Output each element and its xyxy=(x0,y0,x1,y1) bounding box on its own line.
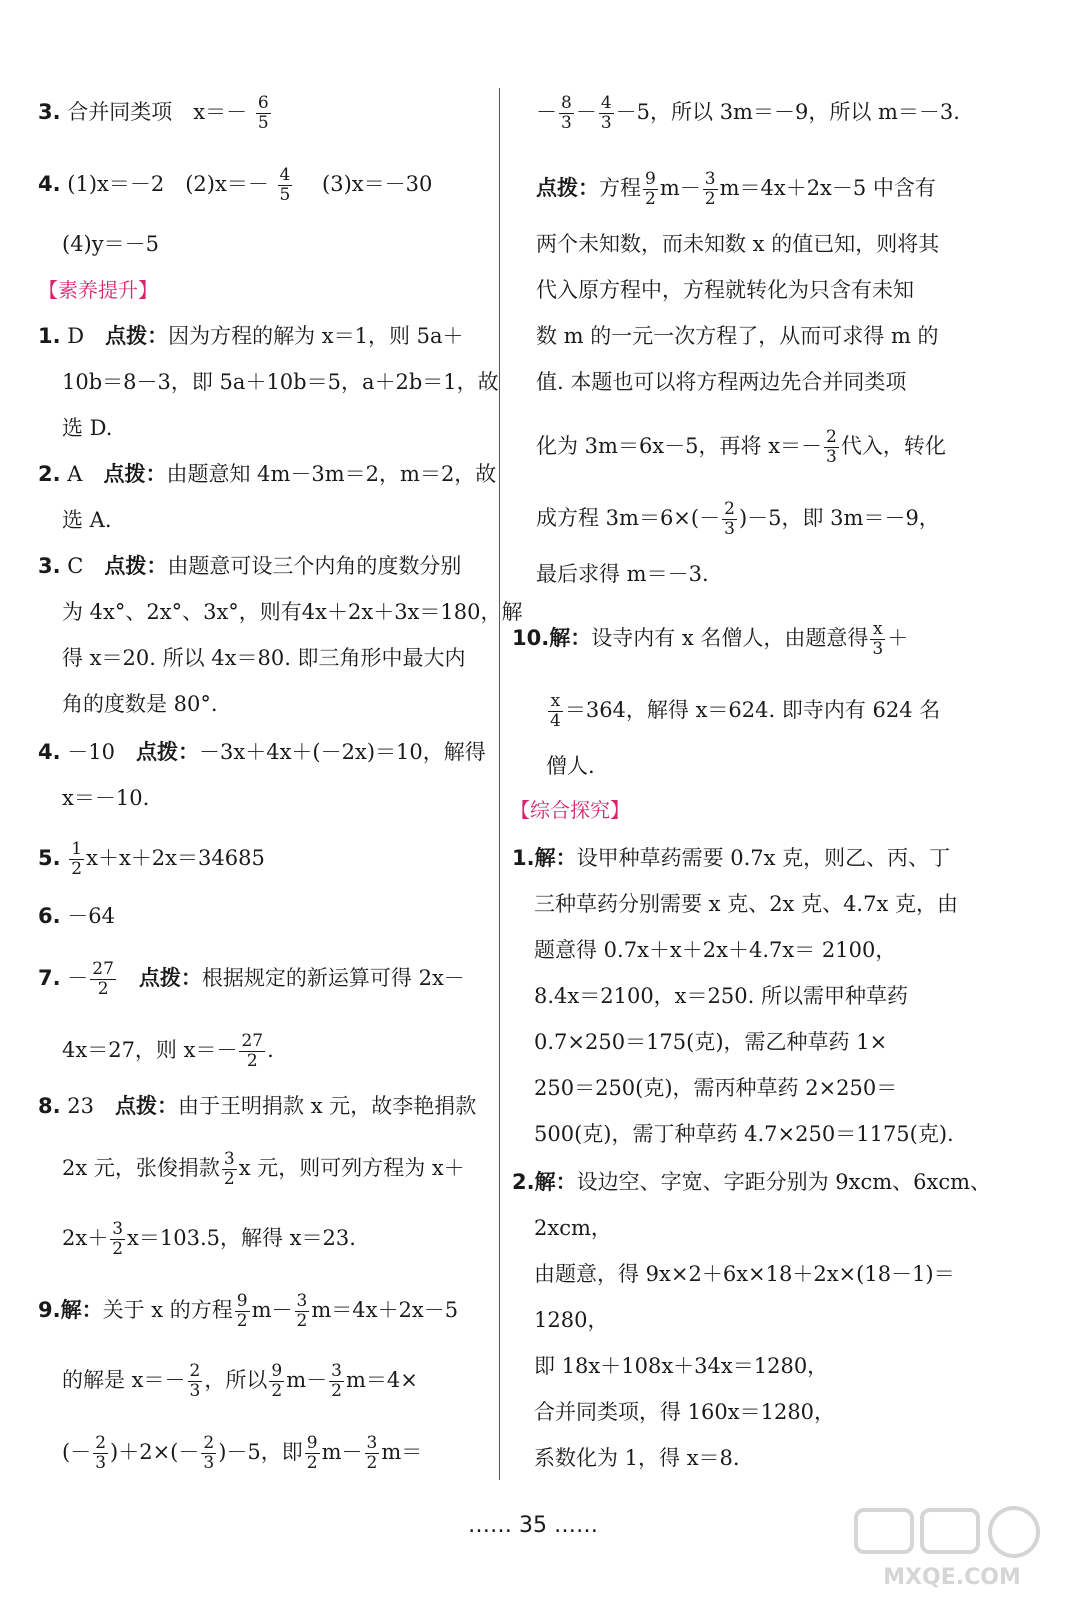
question-number: 1. xyxy=(38,324,61,348)
numerator: 9 xyxy=(306,1433,318,1453)
question-number: 9. xyxy=(38,1298,61,1322)
denominator: 3 xyxy=(561,113,572,133)
answer-line: 8.4x＝2100，x＝250. 所以需甲种草药 xyxy=(534,984,908,1008)
dots-right: …… xyxy=(554,1513,598,1538)
answer-line: 两个未知数，而未知数 x 的值已知，则将其 xyxy=(536,232,940,256)
denominator: 3 xyxy=(826,447,837,467)
answer-text: 2x 元，张俊捐款 xyxy=(62,1156,220,1180)
answer-line xyxy=(62,1362,418,1401)
fraction xyxy=(69,840,84,879)
denominator: 3 xyxy=(95,1453,107,1473)
denominator: 3 xyxy=(724,519,735,539)
answer-line: 1280， xyxy=(534,1308,609,1332)
answer-text: ＋ xyxy=(887,626,909,650)
answer-choice: －10 xyxy=(67,740,137,764)
watermark-text: MXQE.COM xyxy=(883,1565,1021,1590)
answer-line xyxy=(536,500,940,539)
answer-line: 即 18x＋108x＋34x＝1280， xyxy=(534,1354,829,1378)
answer-line: 僧人. xyxy=(546,754,595,778)
section-tag: 【综合探究】 xyxy=(510,798,630,822)
numerator: 2 xyxy=(724,499,735,519)
numerator: 2 xyxy=(826,427,837,447)
answer-text: 关于 x 的方程 xyxy=(102,1298,233,1322)
answer-line: 500(克)，需丁种草药 4.7×250＝1175(克). xyxy=(534,1122,954,1146)
answer-text: 设边空、字宽、字距分别为 9xcm、6xcm、 xyxy=(576,1170,992,1194)
solution-label: 解： xyxy=(60,1298,103,1322)
numerator: 3 xyxy=(223,1149,235,1169)
answer-line xyxy=(38,1092,476,1120)
denominator: 3 xyxy=(600,113,612,133)
answer-text: m＝4x＋2x－5 中含有 xyxy=(719,176,936,200)
answer-text: －64 xyxy=(67,904,116,928)
denominator: 2 xyxy=(246,1051,258,1071)
question-number: 3. xyxy=(38,100,61,124)
answer-line: (4)y＝－5 xyxy=(62,232,159,256)
answer-line xyxy=(38,738,486,766)
hint-label: 点拨： xyxy=(104,554,168,578)
denominator: 2 xyxy=(306,1453,318,1473)
answer-line xyxy=(62,1150,465,1189)
answer-line xyxy=(512,1168,991,1196)
fraction xyxy=(90,960,116,999)
answer-choice: C xyxy=(67,554,105,578)
answer-text: x 元，则可列方程为 x＋ xyxy=(238,1156,465,1180)
numerator: 9 xyxy=(236,1291,248,1311)
page-number: 35 xyxy=(519,1513,547,1538)
answer-line: 系数化为 1，得 x＝8. xyxy=(534,1446,740,1470)
fraction xyxy=(256,94,271,133)
answer-line: 题意得 0.7x＋x＋2x＋4.7x＝ 2100， xyxy=(534,938,897,962)
answer-line xyxy=(38,166,432,205)
fraction xyxy=(548,692,563,731)
denominator: 2 xyxy=(112,1239,124,1259)
answer-line: 三种草药分别需要 x 克、2x 克、4.7x 克，由 xyxy=(534,892,958,916)
denominator: 2 xyxy=(366,1453,378,1473)
answer-line: 最后求得 m＝－3. xyxy=(536,562,709,586)
answer-line xyxy=(38,840,265,879)
hint-label: 点拨： xyxy=(115,1094,179,1118)
numerator: 4 xyxy=(279,165,291,185)
answer-text: m－ xyxy=(659,176,701,200)
answer-text: 合并同类项 x＝－ xyxy=(67,100,248,124)
numerator: 3 xyxy=(296,1291,308,1311)
fraction xyxy=(201,1434,216,1473)
fraction xyxy=(365,1434,380,1473)
answer-line xyxy=(38,322,464,350)
answer-text: (1)x＝－2 (2)x＝－ xyxy=(67,172,269,196)
answer-text: m＝4× xyxy=(345,1368,418,1392)
solution-label: 解： xyxy=(549,626,592,650)
answer-line: 数 m 的一元一次方程了，从而可求得 m 的 xyxy=(536,324,939,348)
denominator: 2 xyxy=(331,1381,342,1401)
answer-text: x＝103.5，解得 x＝23. xyxy=(127,1226,356,1250)
watermark-logo xyxy=(852,1504,1052,1592)
answer-text: 化为 3m＝6x－5，再将 x＝－ xyxy=(536,434,823,458)
answer-line xyxy=(536,170,936,209)
answer-text: 4x＝27，则 x＝－ xyxy=(62,1038,238,1062)
answer-line xyxy=(512,844,950,872)
answer-line xyxy=(62,1032,274,1071)
answer-line xyxy=(546,692,940,731)
fraction xyxy=(643,170,658,209)
answer-line: 10b＝8－3，即 5a＋10b＝5，a＋2b＝1，故 xyxy=(62,370,499,394)
answer-text: )－5，即 3m＝－9， xyxy=(738,506,940,530)
numerator: 6 xyxy=(257,93,269,113)
solution-label: 解： xyxy=(534,1170,577,1194)
numerator: 3 xyxy=(112,1219,124,1239)
fraction xyxy=(824,428,839,467)
answer-text: 成方程 3m＝6×(－ xyxy=(536,506,721,530)
answer-text: 代入，转化 xyxy=(840,434,946,458)
answer-line: 得 x＝20. 所以 4x＝80. 即三角形中最大内 xyxy=(62,646,466,670)
answer-line: 代入原方程中，方程就转化为只含有未知 xyxy=(536,278,914,302)
numerator: 2 xyxy=(189,1361,201,1381)
denominator: 2 xyxy=(271,1381,283,1401)
answer-line: 250＝250(克)，需丙种草药 2×250＝ xyxy=(534,1076,898,1100)
answer-line: 为 4x°、2x°、3x°，则有4x＋2x＋3x＝180，解 xyxy=(62,600,523,624)
numerator: 3 xyxy=(366,1433,378,1453)
answer-line xyxy=(62,1220,356,1259)
numerator: 2 xyxy=(95,1433,107,1453)
question-number: 1. xyxy=(512,846,535,870)
question-number: 2. xyxy=(38,462,61,486)
fraction xyxy=(559,94,574,133)
answer-text: m＝ xyxy=(381,1440,423,1464)
answer-text: 由题意知 4m－3m＝2，m＝2，故 xyxy=(166,462,497,486)
answer-line xyxy=(38,902,115,930)
answer-text: 2x＋ xyxy=(62,1226,109,1250)
answer-text: m－ xyxy=(286,1368,328,1392)
answer-text: －3x＋4x＋(－2x)＝10，解得 xyxy=(199,740,486,764)
question-number: 2. xyxy=(512,1170,535,1194)
fraction xyxy=(235,1292,250,1331)
solution-label: 解： xyxy=(534,846,577,870)
fraction xyxy=(188,1362,203,1401)
question-number: 5. xyxy=(38,846,61,870)
fraction xyxy=(110,1220,125,1259)
answer-choice: A xyxy=(67,462,104,486)
hint-label: 点拨： xyxy=(536,176,599,200)
answer-line: 值. 本题也可以将方程两边先合并同类项 xyxy=(536,370,907,394)
answer-line xyxy=(536,94,960,133)
numerator: 4 xyxy=(600,93,612,113)
numerator: 2 xyxy=(203,1433,215,1453)
answer-line: 选 D. xyxy=(62,416,113,440)
answer-line xyxy=(512,620,908,659)
fraction xyxy=(305,1434,320,1473)
answer-text: (－ xyxy=(62,1440,92,1464)
answer-text: － xyxy=(575,100,597,124)
fraction xyxy=(329,1362,344,1401)
numerator: x xyxy=(870,620,885,640)
answer-text: ，所以 xyxy=(204,1368,268,1392)
answer-text: － xyxy=(536,100,557,124)
numerator: 3 xyxy=(704,169,716,189)
hint-label: 点拨： xyxy=(136,740,200,764)
numerator: 9 xyxy=(271,1361,283,1381)
denominator: 4 xyxy=(550,711,561,731)
numerator: 27 xyxy=(92,959,114,979)
answer-text: 根据规定的新运算可得 2x－ xyxy=(201,966,465,990)
denominator: 2 xyxy=(71,859,83,879)
fraction xyxy=(295,1292,310,1331)
answer-text: . xyxy=(267,1038,274,1062)
hint-label: 点拨： xyxy=(105,324,169,348)
answer-line: 2xcm， xyxy=(534,1216,612,1240)
answer-choice: 23 xyxy=(67,1094,116,1118)
answer-text: m－ xyxy=(321,1440,363,1464)
answer-text: x＋x＋2x＝34685 xyxy=(86,846,265,870)
question-number: 8. xyxy=(38,1094,61,1118)
numerator: 27 xyxy=(241,1031,264,1051)
denominator: 3 xyxy=(189,1381,201,1401)
question-number: 3. xyxy=(38,554,61,578)
answer-text: 的解是 x＝－ xyxy=(62,1368,186,1392)
answer-text xyxy=(118,966,139,990)
fraction xyxy=(222,1150,237,1189)
answer-text: 方程 xyxy=(599,176,641,200)
denominator: 2 xyxy=(296,1311,308,1331)
answer-text: m－ xyxy=(251,1298,293,1322)
answer-line: 由题意，得 9x×2＋6x×18＋2x×(18－1)＝ xyxy=(534,1262,955,1286)
answer-line: x＝－10. xyxy=(62,786,150,810)
answer-text: 设甲种草药需要 0.7x 克，则乙、丙、丁 xyxy=(576,846,951,870)
fraction xyxy=(269,1362,284,1401)
answer-text: )＋2×(－ xyxy=(110,1440,200,1464)
answer-line: 0.7×250＝175(克)，需乙种草药 1× xyxy=(534,1030,888,1054)
answer-line: 角的度数是 80°. xyxy=(62,692,218,716)
answer-text: (3)x＝－30 xyxy=(301,172,433,196)
answer-choice: D xyxy=(67,324,106,348)
answer-text: ＝364，解得 x＝624. 即寺内有 624 名 xyxy=(564,698,941,722)
numerator: x xyxy=(548,692,563,712)
question-number: 4. xyxy=(38,172,61,196)
numerator: 8 xyxy=(561,93,572,113)
denominator: 2 xyxy=(236,1311,248,1331)
numerator: 3 xyxy=(331,1361,342,1381)
fraction xyxy=(93,1434,108,1473)
answer-line xyxy=(38,960,465,999)
hint-label: 点拨： xyxy=(138,966,202,990)
answer-line: 选 A. xyxy=(62,508,112,532)
answer-text: )－5，即 xyxy=(218,1440,303,1464)
denominator: 3 xyxy=(872,639,884,659)
denominator: 2 xyxy=(645,189,656,209)
fraction xyxy=(703,170,718,209)
denominator: 2 xyxy=(223,1169,235,1189)
section-tag: 【素养提升】 xyxy=(38,278,158,302)
answer-line: 合并同类项，得 160x＝1280， xyxy=(534,1400,836,1424)
column-divider xyxy=(499,88,500,1480)
denominator: 3 xyxy=(203,1453,215,1473)
fraction xyxy=(599,94,614,133)
denominator: 5 xyxy=(257,113,269,133)
answer-text: 设寺内有 x 名僧人，由题意得 xyxy=(591,626,869,650)
question-number: 7. xyxy=(38,966,61,990)
fraction xyxy=(278,166,293,205)
answer-line xyxy=(38,94,273,133)
answer-text: 由题意可设三个内角的度数分别 xyxy=(167,554,462,578)
question-number: 4. xyxy=(38,740,61,764)
answer-line xyxy=(38,552,461,580)
question-number: 10. xyxy=(512,626,550,650)
answer-line xyxy=(38,1292,458,1331)
answer-text: 由于王明捐款 x 元，故李艳捐款 xyxy=(178,1094,477,1118)
fraction xyxy=(239,1032,265,1071)
denominator: 2 xyxy=(97,979,109,999)
question-number: 6. xyxy=(38,904,61,928)
fraction xyxy=(870,620,885,659)
hint-label: 点拨： xyxy=(103,462,167,486)
answer-line xyxy=(536,428,946,467)
denominator: 5 xyxy=(279,185,291,205)
dots-left: …… xyxy=(468,1513,512,1538)
answer-text: m＝4x＋2x－5 xyxy=(311,1298,459,1322)
answer-text: 因为方程的解为 x＝1，则 5a＋ xyxy=(168,324,464,348)
answer-text: －5，所以 3m＝－9，所以 m＝－3. xyxy=(615,100,960,124)
fraction xyxy=(722,500,737,539)
answer-text: － xyxy=(67,966,89,990)
answer-line xyxy=(62,1434,422,1473)
answer-line xyxy=(38,460,496,488)
denominator: 2 xyxy=(704,189,716,209)
numerator: 1 xyxy=(71,839,83,859)
numerator: 9 xyxy=(645,169,656,189)
